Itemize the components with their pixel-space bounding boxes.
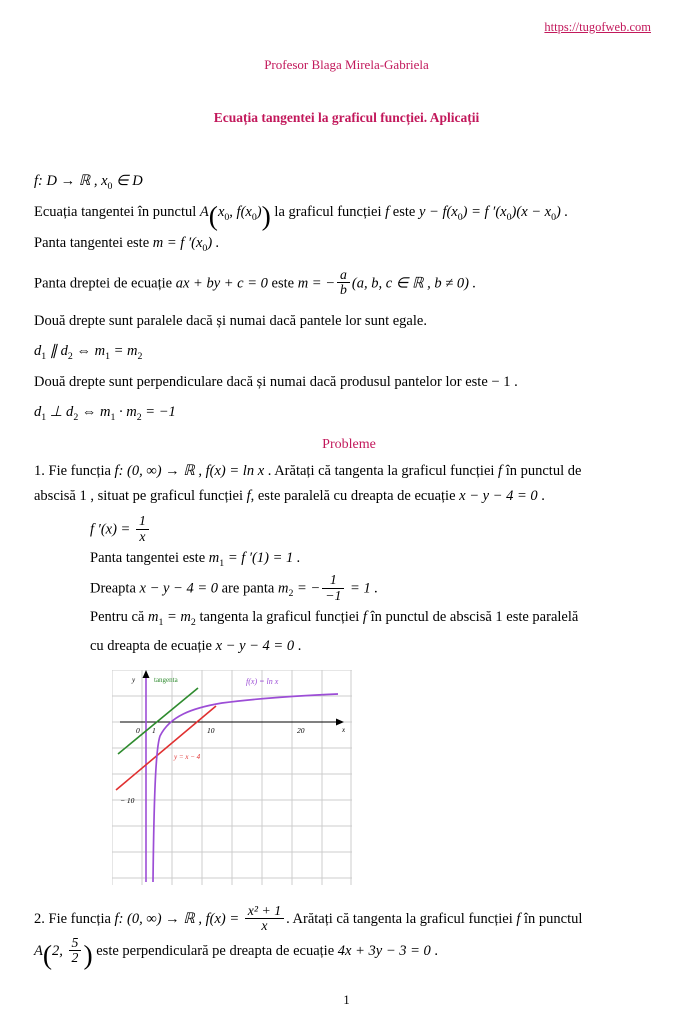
xtick-label-20: 20 [297, 726, 305, 736]
p1-step2-b: m [208, 550, 220, 567]
theory-l4-d: m = − [297, 274, 335, 291]
xtick-label-1: 1 [152, 726, 156, 736]
origin-label: 0 [136, 726, 140, 736]
p2-a: 2. Fie funcția [34, 911, 115, 928]
tangent-legend-label: tangenta [154, 676, 178, 685]
p1-step3-b: x − y − 4 = 0 [139, 580, 218, 597]
theory-l4-b: ax + by + c = 0 [175, 274, 268, 291]
theory-l8-f: 1 [110, 411, 116, 423]
theory-l2-m: ) = f ′(x [462, 204, 507, 221]
theory-l6-e: ⇔ m [72, 342, 106, 359]
ytick-label-minus10: − 10 [120, 796, 135, 806]
theory-l4-a: Panta dreptei de ecuație [34, 274, 176, 291]
theory-l2-l: 0 [457, 212, 463, 224]
p1-step1-num: 1 [136, 514, 149, 529]
p1-b: f: (0, ∞) → ℝ , f(x) = ln x [114, 462, 265, 479]
p1-step5-b: x − y − 4 = 0 [215, 637, 295, 654]
problem-2-statement: 2. Fie funcția f: (0, ∞) → ℝ , f(x) = $\frac{\text{x² + 1}}{x}$ . Arătați că tangenta la graficul funcției f în punctul A(2, $\frac{5}{2}$ ) este perpendiculară pe dreapta de ecuație 4x + 3y − 3 = 0 . [34, 902, 583, 970]
theory-line-7: Două drepte sunt perpendiculare dacă și numai dacă produsul pantelor lor este − 1 . [34, 374, 518, 391]
theory-line-1 [34, 170, 664, 194]
p2-g: 2, [52, 943, 67, 960]
p1-step5-c: . [294, 637, 302, 654]
theory-l2-b: A [199, 204, 209, 221]
problem-1-step-4 [90, 604, 664, 633]
theory-l2-j: este [389, 204, 419, 221]
p1-step1-a: f ′(x) = [90, 521, 134, 538]
p2-e: în punctul [520, 911, 583, 928]
p1-step3-den: −1 [325, 587, 342, 603]
p1-step4-e: 2 [190, 616, 196, 628]
p1-step2-c: 1 [219, 558, 225, 570]
p2-num1: x² + 1 [245, 904, 284, 919]
p1-step1-den: x [139, 528, 146, 544]
problem-1-step-1 [90, 515, 664, 545]
p1-f: abscisă 1 , situat pe graficul funcției [34, 488, 247, 505]
p1-i: x − y − 4 = 0 [459, 488, 538, 505]
theory-line-8 [34, 401, 664, 425]
theory-l2-g: ) [256, 204, 262, 221]
y-axis-label: y [132, 676, 136, 685]
p1-d: f [498, 462, 503, 479]
theory-l6-d: 2 [67, 350, 73, 362]
theory-l8-i: = −1 [141, 403, 176, 420]
theory-line-3 [34, 232, 664, 256]
theory-l3-d: ) . [207, 235, 220, 252]
theory-l2-k: y − f(x [418, 204, 458, 221]
theory-l4-e: (a, b, c ∈ ℝ , b ≠ 0) . [351, 274, 477, 291]
p1-step3-c: are panta [218, 580, 278, 597]
p2-fraction-1 [245, 904, 284, 934]
document-body [34, 170, 664, 968]
theory-l2-q: ) . [556, 204, 569, 221]
theory-l2-n: 0 [506, 212, 512, 224]
theory-l3-a: Panta tangentei este [34, 235, 153, 252]
theory-l2-f: 0 [251, 212, 257, 224]
theory-l2-i: f [385, 204, 390, 221]
x-axis-label: x [342, 726, 346, 735]
theory-l3-c: 0 [202, 243, 208, 255]
xtick-label-10: 10 [207, 726, 215, 736]
page-number: 1 [343, 993, 350, 1007]
p2-num2: 5 [69, 936, 82, 951]
theory-l4-c: este [267, 274, 298, 291]
problem-1-step-5 [90, 633, 664, 661]
p2-den2: 2 [71, 950, 79, 966]
p1-c: . Arătați că tangenta la graficul funcției [264, 462, 499, 479]
p1-step3-g: = 1 . [346, 580, 378, 597]
theory-l6-c: ∥ d [46, 342, 68, 359]
p1-step5-a: cu dreapta de ecuație [90, 637, 216, 654]
p1-step4-c: 1 [158, 616, 164, 628]
theory-l2-o: )(x − x [511, 204, 552, 221]
p2-j: . [430, 943, 439, 960]
theory-l2-c: x [217, 204, 225, 221]
p1-e: în punctul de [502, 462, 582, 479]
theory-l6-h: 2 [137, 350, 143, 362]
p1-step4-b: m [147, 608, 159, 625]
p1-step4-h: în punctul de abscisă 1 este paralelă [366, 608, 579, 625]
p1-g: f [246, 488, 251, 505]
theory-line-4 [34, 266, 664, 299]
theory-l6-g: = m [110, 342, 138, 359]
theory-l8-b: 1 [41, 411, 47, 423]
p1-step3-e: 2 [288, 588, 294, 600]
p1-step3-f: = − [293, 580, 321, 597]
problem-1-step-3 [90, 574, 664, 604]
problems-heading: Probleme [322, 436, 376, 452]
p2-b: f: (0, ∞) → ℝ , f(x) = [114, 911, 243, 928]
p2-d: f [516, 911, 521, 928]
theory-line-6 [34, 340, 664, 364]
graph-figure [112, 670, 664, 890]
theory-l4-num: a [337, 268, 350, 283]
theory-l1-a: f: D → ℝ , x [34, 173, 108, 189]
theory-l6-b: 1 [41, 350, 47, 362]
theory-line-5: Două drepte sunt paralele dacă și numai dacă pantele lor sunt egale. [34, 313, 427, 330]
p1-step1-fraction [136, 514, 149, 544]
p2-h: este perpendiculară pe dreapta de ecuație [92, 943, 338, 960]
theory-l4-fraction [337, 268, 350, 298]
theory-l8-d: 2 [73, 411, 79, 423]
problem-1-step-2 [90, 545, 664, 574]
p1-step2-d: = f ′(1) = 1 . [224, 550, 301, 567]
p2-i: 4x + 3y − 3 = 0 [337, 943, 431, 960]
theory-l2-p: 0 [551, 212, 557, 224]
ln-legend-label: f(x) = ln x [246, 677, 279, 687]
theory-l8-e: ⇔ m [78, 403, 111, 420]
p1-step3-a: Dreapta [90, 580, 140, 597]
theory-l4-den: b [339, 281, 347, 297]
p1-step2-a: Panta tangentei este [90, 550, 209, 567]
p1-step4-d: = m [163, 608, 191, 625]
problem-1-statement [34, 459, 664, 510]
theory-l8-a: d [34, 403, 42, 420]
p1-step3-d: m [277, 580, 289, 597]
source-url-link[interactable]: https://tugofweb.com [544, 20, 651, 34]
p2-den1: x [261, 918, 268, 934]
p2-fraction-2 [69, 936, 82, 966]
p1-step3-fraction [322, 573, 344, 603]
theory-l6-f: 1 [105, 350, 110, 362]
p1-step3-num: 1 [322, 573, 344, 588]
x-axis-arrow [336, 719, 344, 726]
p1-step4-f: tangenta la graficul funcției [195, 608, 363, 625]
p1-h: , este paralelă cu dreapta de ecuație [250, 488, 460, 505]
theory-l8-h: 2 [136, 411, 142, 423]
author-line: Profesor Blaga Mirela-Gabriela [264, 57, 429, 72]
function-graph-svg [112, 670, 352, 885]
theory-line-2: Ecuația tangentei în punctul $A(x_0$, $f(x_0)$) la graficul funcției f este $y - f(x_0) = f$ $'(x_0)(x - x_0)$ . [34, 199, 569, 231]
p2-f: A [34, 943, 43, 960]
theory-l6-a: d [34, 342, 42, 359]
theory-l8-c: ⊥ d [46, 403, 74, 420]
theory-l8-g: · m [115, 403, 137, 420]
theory-l2-h: la graficul funcției [270, 204, 386, 221]
theory-l2-e: , f(x [229, 204, 252, 221]
theory-l1-sub: 0 [107, 180, 113, 192]
p1-j: . [537, 488, 545, 505]
theory-l2-d: 0 [224, 212, 230, 224]
page-title: Ecuația tangentei la graficul funcției. Aplicații [213, 110, 480, 125]
theory-l1-b: ∈ D [112, 173, 143, 189]
y-axis-arrow [143, 670, 150, 678]
p1-step4-g: f [362, 608, 367, 625]
p2-c: . Arătați că tangenta la graficul funcției [286, 911, 517, 928]
line-legend-label: y = x − 4 [174, 753, 201, 762]
theory-l2-a: Ecuația tangentei în punctul [34, 204, 200, 221]
p1-step4-a: Pentru că [90, 608, 148, 625]
theory-l3-b: m = f ′(x [152, 235, 203, 252]
p1-a: 1. Fie funcția [34, 462, 115, 479]
